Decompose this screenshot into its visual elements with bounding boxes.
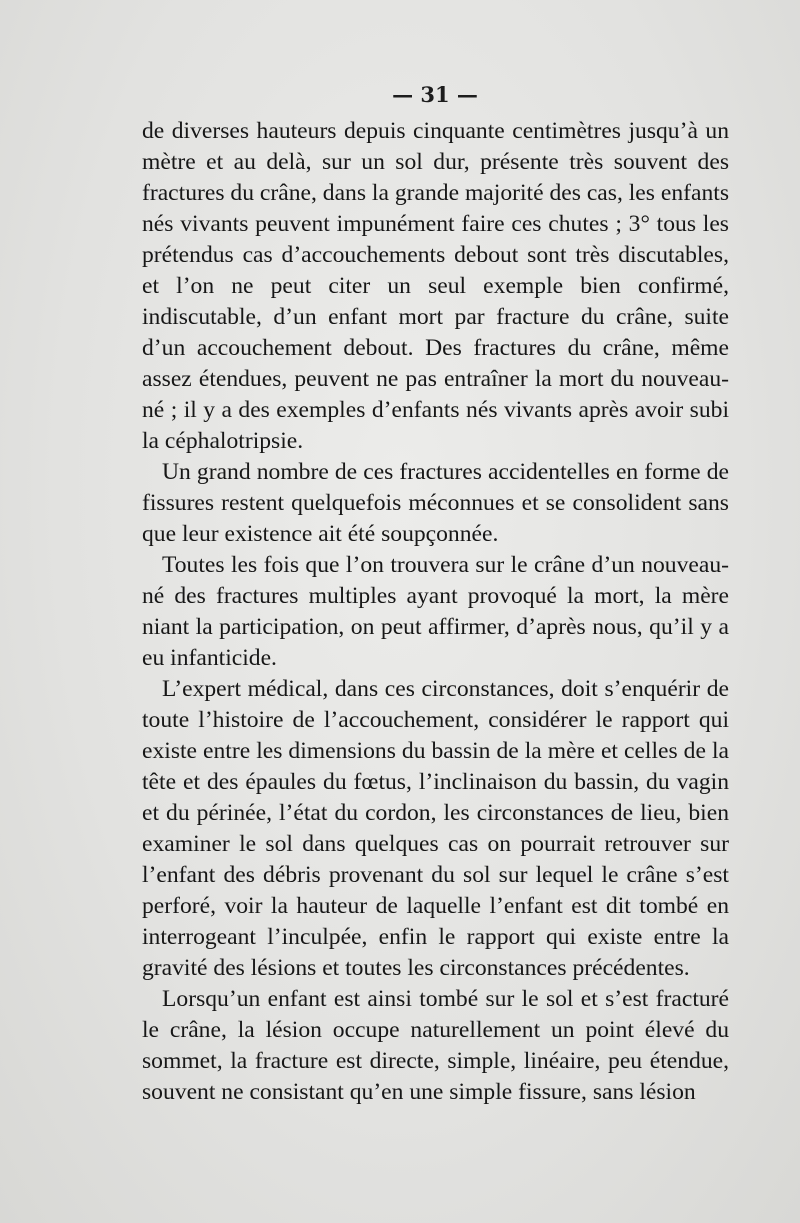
- paragraph-4: L’expert médical, dans ces circonstances, doit s’enquérir de toute l’histoire de l’accouchement, considérer le rapport qui existe entre les dimensions du bassin de la mère et celles de la tête et des épaules du fœtus, l’inclinaison du bassin, du vagin et du périnée, l’état du cordon, les circonstances de lieu, bien examiner le sol dans quelques cas on pourrait retrouver sur l’enfant des débris provenant du sol sur lequel le crâne s’est perforé, voir la hauteur de laquelle l’enfant est dit tombé en interrogeant l’inculpée, enfin le rapport qui existe entre la gravité des lésions et toutes les circonstances précédentes.: [142, 676, 729, 981]
- paragraph-2: Un grand nombre de ces fractures accidentelles en forme de fissures restent quelquefois méconnues et se consolident sans que leur existence ait été soupçonnée.: [142, 459, 729, 547]
- paragraph-3: Toutes les fois que l’on trouvera sur le crâne d’un nouveau-né des fractures multiples ayant provoqué la mort, la mère niant la participation, on peut affirmer, d’après nous, qu’il y a eu infanticide.: [142, 552, 729, 671]
- body-text: [142, 116, 729, 1108]
- paragraph-1: de diverses hauteurs depuis cinquante centimètres jusqu’à un mètre et au delà, sur un sol dur, présente très souvent des fractures du crâne, dans la grande majorité des cas, les enfants nés vivants peuvent impunément faire ces chutes ; 3° tous les prétendus cas d’accouchements debout sont très discutables, et l’on ne peut citer un seul exemple bien confirmé, indiscutable, d’un enfant mort par fracture du crâne, suite d’un accouchement debout. Des fractures du crâne, même assez étendues, peuvent ne pas entraîner la mort du nouveau-né ; il y a des exemples d’enfants nés vivants après avoir subi la céphalotripsie.: [142, 118, 729, 454]
- paragraph-5: Lorsqu’un enfant est ainsi tombé sur le sol et s’est fracturé le crâne, la lésion occupe naturellement un point élevé du sommet, la fracture est directe, simple, linéaire, peu étendue, souvent ne consistant qu’en une simple fissure, sans lésion: [142, 986, 729, 1105]
- page-number: — 31 —: [392, 82, 478, 107]
